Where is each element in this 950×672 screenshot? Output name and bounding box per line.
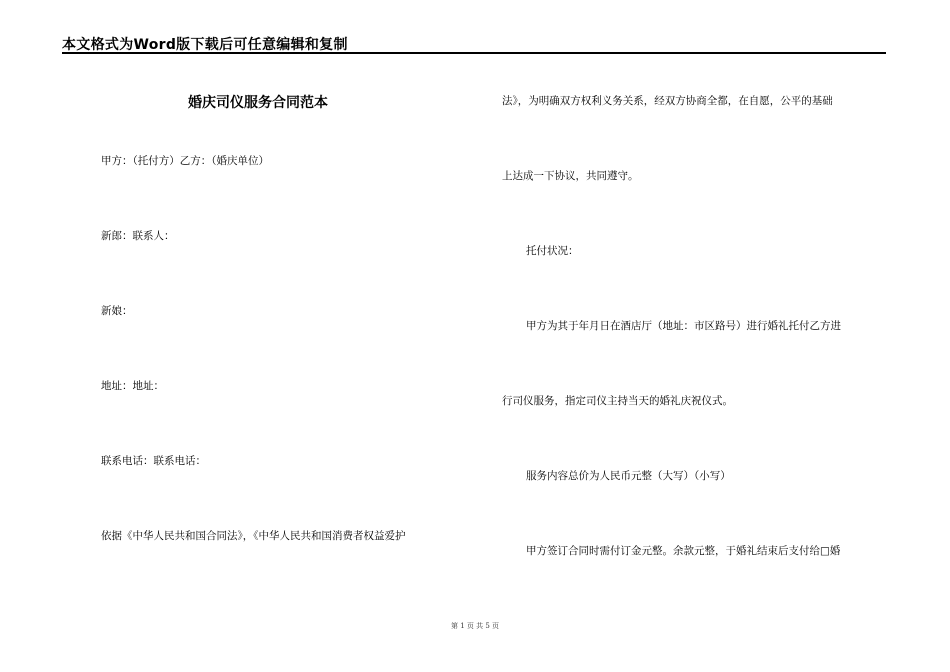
document-title: 婚庆司仪服务合同范本 xyxy=(188,95,328,111)
address-line: 地址：地址： xyxy=(101,380,164,392)
header-divider xyxy=(62,52,886,54)
page-number: 第 1 页 共 5 页 xyxy=(450,622,500,630)
party-line: 甲方：（托付方）乙方：（婚庆单位） xyxy=(101,155,269,167)
commission-heading: 托付状况： xyxy=(526,245,579,257)
bride-line: 新娘： xyxy=(101,305,133,317)
commission-details-continued: 行司仪服务，指定司仪主持当天的婚礼庆祝仪式。 xyxy=(502,395,733,407)
phone-line: 联系电话：联系电话： xyxy=(101,455,206,467)
legal-basis-line: 依据《中华人民共和国合同法》，《中华人民共和国消费者权益爱护 xyxy=(101,530,406,542)
service-price-line: 服务内容总价为人民币元整（大写）（小写） xyxy=(526,470,731,482)
agreement-line: 上达成一下协议，共同遵守。 xyxy=(502,170,639,182)
deposit-line: 甲方签订合同时需付订金元整。余款元整，于婚礼结束后支付给□婚 xyxy=(526,545,841,557)
groom-line: 新郎：联系人： xyxy=(101,230,175,242)
legal-basis-continued: 法》，为明确双方权利义务关系，经双方协商全都，在自愿，公平的基础 xyxy=(502,95,833,107)
document-header-banner: 本文格式为Word版下载后可任意编辑和复制 xyxy=(62,37,348,53)
commission-details: 甲方为其于年月日在酒店厅（地址：市区路号）进行婚礼托付乙方进 xyxy=(526,320,841,332)
